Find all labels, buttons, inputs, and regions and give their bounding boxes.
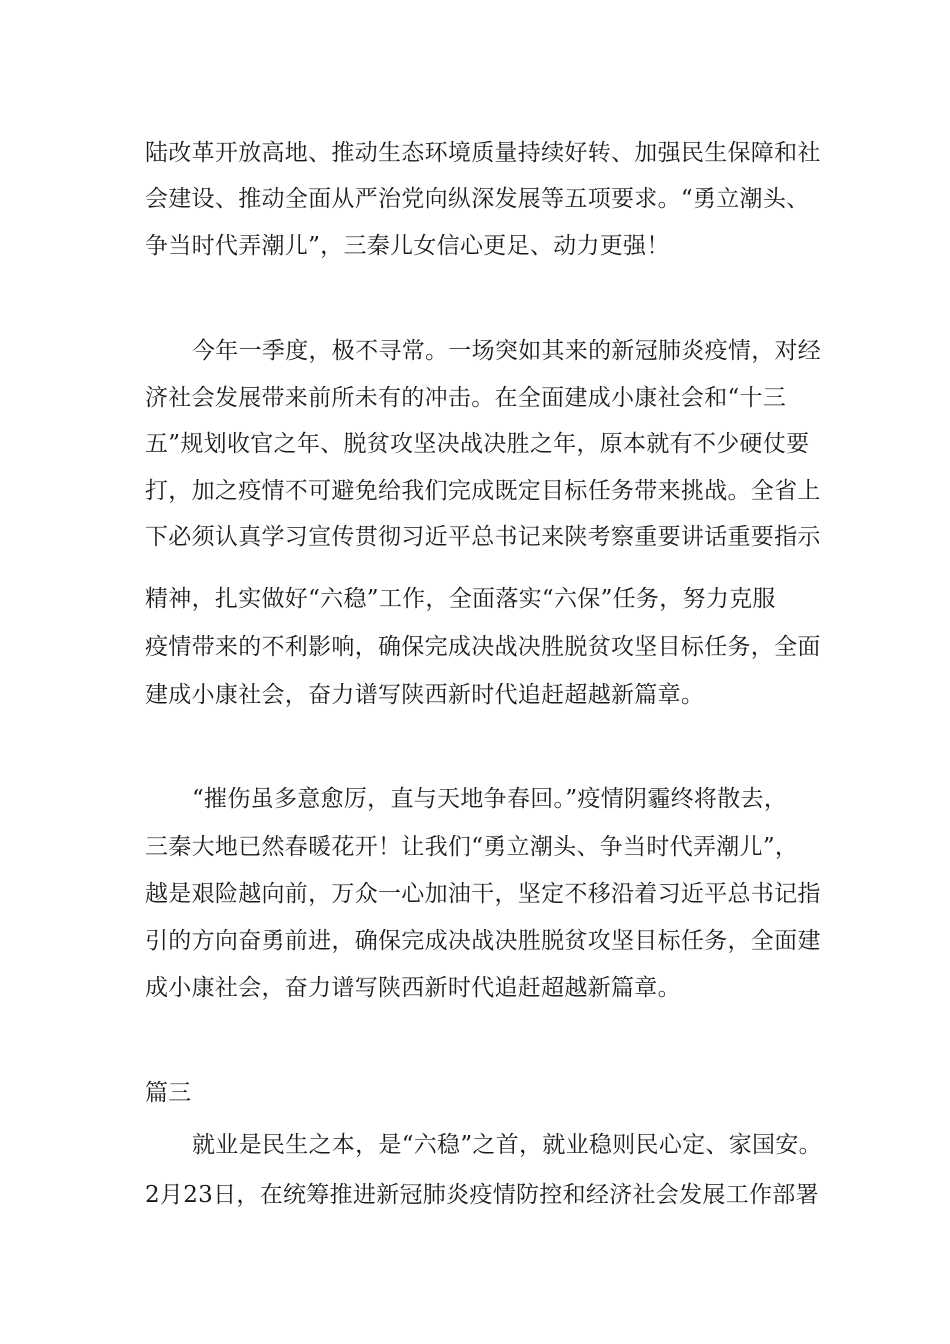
text-line: 引的方向奋勇前进，确保完成决战决胜脱贫攻坚目标任务，全面建 — [145, 928, 821, 954]
text-line: 越是艰险越向前，万众一心加油干，坚定不移沿着习近平总书记指 — [145, 881, 821, 907]
text-line: 三秦大地已然春暖花开！让我们“勇立潮头、争当时代弄潮儿”， — [145, 834, 799, 860]
text-line: 2月23日，在统筹推进新冠肺炎疫情防控和经济社会发展工作部署 — [145, 1182, 819, 1208]
text-line: 争当时代弄潮儿”，三秦儿女信心更足、动力更强！ — [145, 233, 670, 259]
text-line: 建成小康社会，奋力谱写陕西新时代追赶超越新篇章。 — [145, 682, 705, 708]
text-line: 济社会发展带来前所未有的冲击。在全面建成小康社会和“十三 — [145, 385, 787, 411]
text-line: 下必须认真学习宣传贯彻习近平总书记来陕考察重要讲话重要指示 — [145, 524, 821, 550]
text-line: 今年一季度，极不寻常。一场突如其来的新冠肺炎疫情，对经 — [192, 338, 822, 364]
text-line: 陆改革开放高地、推动生态环境质量持续好转、加强民生保障和社 — [145, 140, 821, 166]
text-line: “摧伤虽多意愈厉，直与天地争春回。”疫情阴霾终将散去， — [192, 786, 788, 812]
text-line: 疫情带来的不利影响，确保完成决战决胜脱贫攻坚目标任务，全面 — [145, 634, 821, 660]
text-line: 成小康社会，奋力谱写陕西新时代追赶超越新篇章。 — [145, 975, 681, 1001]
text-line: 精神，扎实做好“六稳”工作，全面落实“六保”任务，努力克服 — [145, 586, 776, 612]
text-line: 就业是民生之本，是“六稳”之首，就业稳则民心定、家国安。 — [192, 1132, 822, 1158]
section-heading: 篇三 — [145, 1080, 192, 1106]
text-line: 五”规划收官之年、脱贫攻坚决战决胜之年，原本就有不少硬仗要 — [145, 431, 810, 457]
text-line: 会建设、推动全面从严治党向纵深发展等五项要求。“勇立潮头、 — [145, 186, 810, 212]
text-line: 打，加之疫情不可避免给我们完成既定目标任务带来挑战。全省上 — [145, 478, 821, 504]
